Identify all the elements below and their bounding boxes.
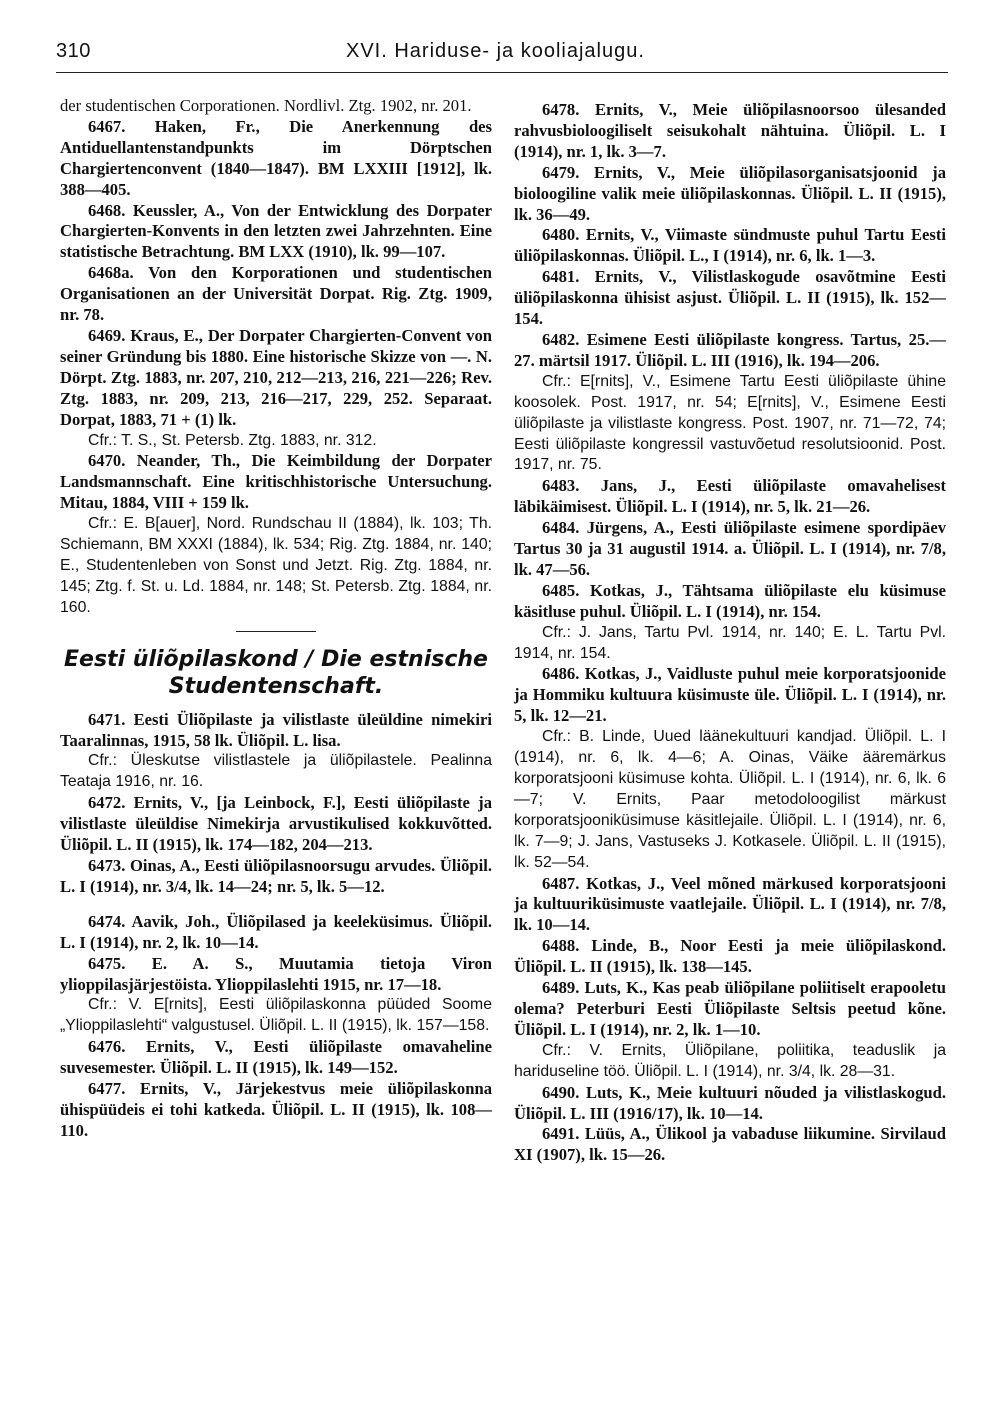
entry-6481: 6481. Ernits, V., Vilistlaskogude osavõtmine Eesti üliõpilaskonna ühisist asjust. Üliõpil. L. II (1915), lk. 152—154. [514,267,946,329]
page-header [56,40,948,74]
entry-6468a: 6468a. Von den Korporationen und studentischen Organisationen an der Universität Dorpat. Rig. Ztg. 1909, nr. 78. [60,263,492,325]
entry-6487: 6487. Kotkas, J., Veel mõned märkused korporatsjooni ja kultuuriküsimuste vaatlejaile. Üliõpil. L. I (1914), nr. 7/8, lk. 10—14. [514,873,946,935]
right-column [514,100,946,1166]
section-divider [236,631,316,632]
left-column [60,96,492,1142]
entry-6474: 6474. Aavik, Joh., Üliõpilased ja keeleküsimus. Üliõpil. L. I (1914), nr. 2, lk. 10—14. [60,911,492,952]
section-heading: Eesti üliõpilaskond / Die estnische Studentenschaft. [64,646,488,699]
entry-6469: 6469. Kraus, E., Der Dorpater Chargierten-Convent von seiner Gründung bis 1880. Eine historische Skizze von —. N. Dörpt. Ztg. 1883, nr. 207, 210, 212—213, 216, 221—226; Rev. Ztg. 1883, nr. 209, 213, 216—217, 229, 252. Separaat. Dorpat, 1883, 71 + (1) lk. [60,325,492,429]
entry-6484: 6484. Jürgens, A., Eesti üliõpilaste esimene spordipäev Tartus 30 ja 31 augustil 1914. a. Üliõpil. L. I (1914), nr. 7/8, lk. 47—56. [514,518,946,579]
entry-6489: 6489. Luts, K., Kas peab üliõpilane poliitiselt erapooletu olema? Peterburi Eesti Üliõpilaste Seltsis peetud kõne. Üliõpil. L. I (1914), nr. 2, lk. 1—10. [514,978,946,1039]
entry-6478: 6478. Ernits, V., Meie üliõpilasnoorsoo ülesanded rahvusbioloogiliselt seisukohalt nähtuina. Üliõpil. L. I (1914), nr. 1, lk. 3—7. [514,100,946,161]
note-6470: Cfr.: E. B[auer], Nord. Rundschau II (1884), lk. 103; Th. Schiemann, BM XXXI (1884), lk. 534; Rig. Ztg. 1884, nr. 140; E., Studentenleben von Sonst und Jetzt. Rig. Ztg. 1884, nr. 145; Ztg. f. St. u. Ld. 1884, nr. 148; St. Petersb. Ztg. 1884, nr. 160. [60,515,492,616]
entry-6483: 6483. Jans, J., Eesti üliõpilaste omavahelisest läbikäimisest. Üliõpil. L. I (1914), nr. 5, lk. 21—26. [514,476,946,517]
entry-6479: 6479. Ernits, V., Meie üliõpilasorganisatsjoonid ja bioloogiline valik meie üliõpilaskonnas. Üliõpil. L. II (1915), lk. 36—49. [514,162,946,224]
entry-6486: 6486. Kotkas, J., Vaidluste puhul meie korporatsjoonide ja Hommiku kultuura küsimuste üle. Üliõpil. L. I (1914), nr. 5, lk. 12—21. [514,664,946,726]
note-6471: Cfr.: Üleskutse vilistlastele ja üliõpilastele. Pealinna Teataja 1916, nr. 16. [60,752,492,791]
entry-6475: 6475. E. A. S., Muutamia tietoja Viron ylioppilasjärjestöista. Ylioppilaslehti 1915, nr. 17—18. [60,953,492,994]
entry-6472: 6472. Ernits, V., [ja Leinbock, F.], Eesti üliõpilaste ja vilistlaste üleüldise Nimekirja arvustikulised kokkuvõtted. Üliõpil. L. II (1915), lk. 174—182, 204—213. [60,793,492,855]
running-title: XVI. Hariduse- ja kooliajalugu. [346,40,645,62]
note-6469: Cfr.: T. S., St. Petersb. Ztg. 1883, nr. 312. [88,431,377,449]
entry-6468: 6468. Keussler, A., Von der Entwicklung des Dorpater Chargierten-Konvents in den letzten zwei Jahrzehnten. Eine statistische Betrachtung. BM LXX (1910), lk. 99—107. [60,200,492,262]
entry-6477: 6477. Ernits, V., Järjekestvus meie üliõpilaskonna ühispüüdeis ei tohi katkeda. Üliõpil. L. II (1915), lk. 108—110. [60,1079,492,1140]
entry-6473: 6473. Oinas, A., Eesti üliõpilasnoorsugu arvudes. Üliõpil. L. I (1914), nr. 3/4, lk. 14—24; nr. 5, lk. 5—12. [60,856,492,896]
note-6486: Cfr.: B. Linde, Uued läänekultuuri kandjad. Üliõpil. L. I (1914), nr. 6, lk. 4—6; A. Oinas, Väike ääremärkus korporatsjooni küsimuse kohta. Üliõpil. L. I (1914), nr. 6, lk. 6—7; V. Ernits, Paar metodoloogilist märkust korporatsjooniküsimuse käsitlejaile. Üliõpil. L. I (1914), nr. 6, lk. 7—9; J. Jans, Vastuseks J. Kotkasele. Üliõpil. L. II (1915), lk. 52—54. [514,728,946,871]
header-rule [56,72,948,73]
entry-6470: 6470. Neander, Th., Die Keimbildung der Dorpater Landsmannschaft. Eine kritischhistorische Untersuchung. Mitau, 1884, VIII + 159 lk. [60,451,492,513]
note-6485: Cfr.: J. Jans, Tartu Pvl. 1914, nr. 140; E. L. Tartu Pvl. 1914, nr. 154. [514,623,946,662]
entry-6467: 6467. Haken, Fr., Die Anerkennung des Antiduellantenstandpunkts im Dörptschen Chargiertenconvent (1840—1847). BM LXXIII [1912], lk. 388—405. [60,116,492,199]
note-6489: Cfr.: V. Ernits, Üliõpilane, poliitika, teaduslik ja hariduseline töö. Üliõpil. L. I (1914), nr. 3/4, lk. 28—31. [514,1041,946,1080]
entry-6490: 6490. Luts, K., Meie kultuuri nõuded ja vilistlaskogud. Üliõpil. L. III (1916/17), lk. 10—14. [514,1082,946,1123]
page-number: 310 [56,40,91,62]
entry-6488: 6488. Linde, B., Noor Eesti ja meie üliõpilaskond. Üliõpil. L. II (1915), lk. 138—145. [514,936,946,977]
entry-6476: 6476. Ernits, V., Eesti üliõpilaste omavaheline suvesemester. Üliõpil. L. II (1915), lk. 149—152. [60,1037,492,1078]
entry-6480: 6480. Ernits, V., Viimaste sündmuste puhul Tartu Eesti üliõpilaskonnas. Üliõpil. L., I (1914), nr. 6, lk. 1—3. [514,225,946,266]
entry-6471: 6471. Eesti Üliõpilaste ja vilistlaste üleüldine nimekiri Taaralinnas, 1915, 58 lk. Üliõpil. L. lisa. [60,709,492,750]
entry-6485: 6485. Kotkas, J., Tähtsama üliõpilaste elu küsimuse käsitluse puhul. Üliõpil. L. I (1914), nr. 154. [514,580,946,621]
note-6475: Cfr.: V. E[rnits], Eesti üliõpilaskonna püüded Soome „Ylioppilaslehti“ valgustusel. Üliõpil. L. II (1915), lk. 157—158. [60,996,492,1035]
entry-6482: 6482. Esimene Eesti üliõpilaste kongress. Tartus, 25.—27. märtsil 1917. Üliõpil. L. III (1916), lk. 194—206. [514,329,946,370]
spacer [60,898,492,912]
continued-entry-text: der studentischen Corporationen. Nordlivl. Ztg. 1902, nr. 201. [60,96,472,115]
entry-6491: 6491. Lüüs, A., Ülikool ja vabaduse liikumine. Sirvilaud XI (1907), lk. 15—26. [514,1124,946,1165]
note-6482: Cfr.: E[rnits], V., Esimene Tartu Eesti üliõpilaste ühine koosolek. Post. 1917, nr. 54; E[rnits], V., Esimene Eesti üliõpilaste ja vilistlaste kongress. Post. 1907, nr. 71—72, 74; Eesti üliõpilaste kongressil vastuvõetud resolutsioonid. Post. 1917, nr. 75. [514,372,946,474]
